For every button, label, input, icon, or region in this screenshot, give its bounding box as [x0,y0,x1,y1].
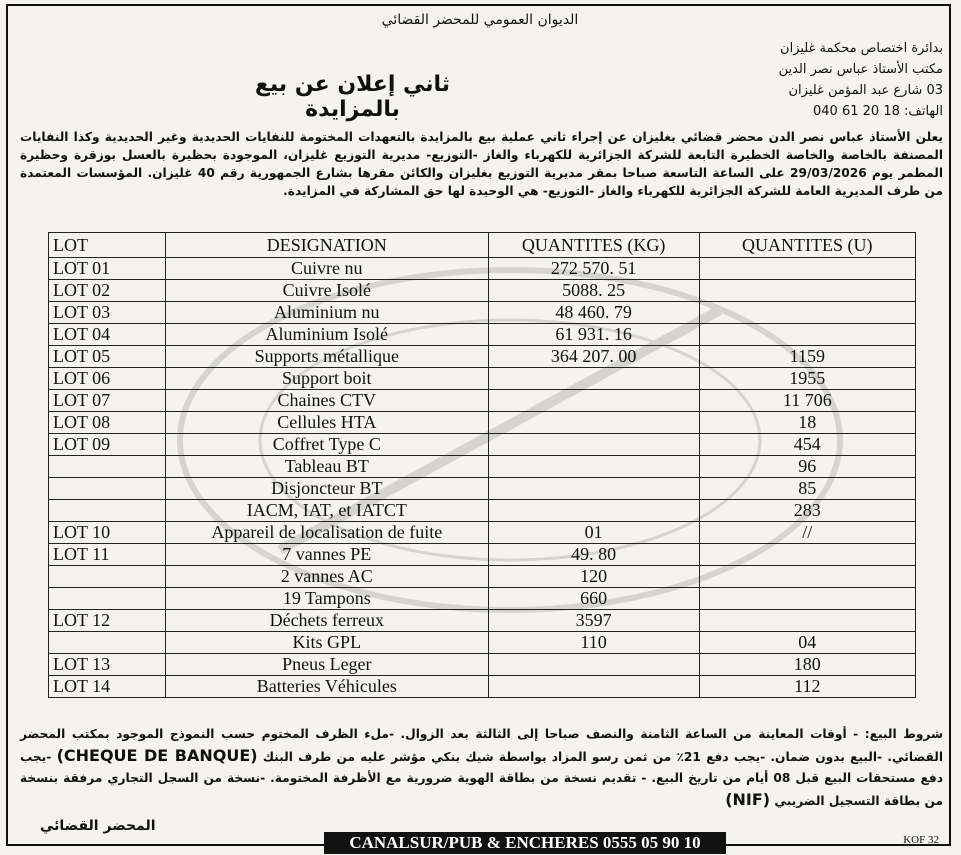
table-row [49,676,916,698]
cell-lot: LOT 08 [49,412,166,434]
cell-lot: LOT 06 [49,368,166,390]
cell-designation: Disjoncteur BT [166,478,489,500]
cell-quantity-kg: 3597 [488,610,699,632]
cell-lot: LOT 10 [49,522,166,544]
cell-quantity-kg: 5088. 25 [488,280,699,302]
office-phone: الهاتف: 18 20 61 040 [812,104,943,119]
cell-quantity-kg [488,478,699,500]
sale-conditions [20,724,943,812]
table-row [49,302,916,324]
court-jurisdiction: بدائرة اختصاص محكمة غليزان [780,41,943,56]
cell-quantity-units: 85 [699,478,915,500]
cell-designation: Cuivre Isolé [166,280,489,302]
cell-designation: Aluminium Isolé [166,324,489,346]
cell-quantity-units: 1159 [699,346,915,368]
col-header-lot: LOT [49,233,166,258]
cell-designation: Coffret Type C [166,434,489,456]
cell-quantity-units [699,280,915,302]
cell-designation: Chaines CTV [166,390,489,412]
cell-lot [49,588,166,610]
cell-designation: Aluminium nu [166,302,489,324]
table-row [49,478,916,500]
cell-lot: LOT 11 [49,544,166,566]
cell-quantity-kg: 61 931. 16 [488,324,699,346]
cell-quantity-units [699,544,915,566]
conditions-part2: -يجب دفع مستحقات البيع قبل 08 أيام من تاريخ البيع. - تقديم نسخة من بطاقة الهوية ضرورية مع الأظرفة المختومة. -نسخة من السجل التجاري مرفقة بنسخة من بطاقة التسجيل الضريبي [20,750,944,808]
footer-advertiser-bar: CANALSUR/PUB & ENCHERES 0555 05 90 10 [324,832,726,854]
bailiff-signature: المحضر القضائي [40,818,156,834]
table-row [49,632,916,654]
col-header-designation: DESIGNATION [166,233,489,258]
cell-lot [49,478,166,500]
cell-lot [49,566,166,588]
cell-quantity-kg [488,676,699,698]
cell-quantity-units: 180 [699,654,915,676]
table-row [49,346,916,368]
cell-designation: Supports métallique [166,346,489,368]
cell-designation: 2 vannes AC [166,566,489,588]
cell-lot: LOT 07 [49,390,166,412]
cell-lot: LOT 03 [49,302,166,324]
cell-designation: 19 Tampons [166,588,489,610]
cell-quantity-kg [488,456,699,478]
cell-quantity-kg: 120 [488,566,699,588]
cell-lot: LOT 12 [49,610,166,632]
cell-lot: LOT 01 [49,258,166,280]
cell-quantity-units: 112 [699,676,915,698]
cell-quantity-units: 1955 [699,368,915,390]
page-top-title: الديوان العمومي للمحضر القضائي [381,12,579,28]
cell-quantity-units: 04 [699,632,915,654]
cell-lot: LOT 02 [49,280,166,302]
table-row [49,258,916,280]
cell-lot: LOT 05 [49,346,166,368]
cell-lot: LOT 14 [49,676,166,698]
cell-quantity-units: 454 [699,434,915,456]
cell-quantity-units: 18 [699,412,915,434]
cell-quantity-units [699,258,915,280]
cell-quantity-kg: 364 207. 00 [488,346,699,368]
cell-quantity-kg [488,368,699,390]
table-header-row [49,233,916,258]
cell-designation: Kits GPL [166,632,489,654]
table-row [49,588,916,610]
table-row [49,500,916,522]
cell-quantity-kg [488,434,699,456]
cell-quantity-kg [488,654,699,676]
cell-designation: Cellules HTA [166,412,489,434]
cell-designation: Batteries Véhicules [166,676,489,698]
cell-lot [49,632,166,654]
announcement-body: يعلن الأستاذ عباس نصر الدن محضر قضائي بغليزان عن إجراء ثاني عملية بيع بالمزايدة بالتعهدات المختومة للنفايات الحديدية وغير الحديدية وكذا النفايات المصنفة بالخاصة والخاصة الخطيرة التابعة للشركة الجزائرية للكهرباء والغاز -التوزيع- مديرية التوزيع غليزان، الموجودة بحظيرة بالعسل بوزقرة وحظيرة المطمر يوم 29/03/2026 على الساعة التاسعة صباحا بمقر مديرية التوزيع بغليزان والكائن مقرها بشارع الجمهورية رقم 40 غليزان. المؤسسات المعتمدة من طرف المديرية العامة للشركة الجزائرية للكهرباء والغاز -التوزيع- هي الوحيدة لها حق المشاركة في المزايدة. [20,130,944,198]
cell-quantity-units: // [699,522,915,544]
cell-quantity-kg: 272 570. 51 [488,258,699,280]
cell-quantity-kg: 660 [488,588,699,610]
footer-reference: KOF 32 [903,834,939,846]
announcement-headline: ثاني إعلان عن بيع بالمزايدة [254,72,451,122]
cell-quantity-kg: 01 [488,522,699,544]
cell-lot: LOT 04 [49,324,166,346]
table-row [49,456,916,478]
cell-designation: IACM, IAT, et IATCT [166,500,489,522]
office-address-block [683,38,943,122]
table-row [49,280,916,302]
cell-quantity-units: 96 [699,456,915,478]
col-header-quantity-units: QUANTITES (U) [699,233,915,258]
table-row [49,390,916,412]
table-row [49,654,916,676]
cell-quantity-units: 11 706 [699,390,915,412]
table-row [49,412,916,434]
cell-quantity-kg: 49. 80 [488,544,699,566]
cell-designation: 7 vannes PE [166,544,489,566]
cell-quantity-kg: 48 460. 79 [488,302,699,324]
cell-quantity-units: 283 [699,500,915,522]
cell-lot [49,500,166,522]
cell-designation: Déchets ferreux [166,610,489,632]
nif-note: (NIF) [725,790,771,809]
cell-quantity-kg [488,500,699,522]
table-row [49,434,916,456]
table-row [49,522,916,544]
cell-lot: LOT 09 [49,434,166,456]
table-row [49,324,916,346]
cell-designation: Tableau BT [166,456,489,478]
cell-quantity-kg [488,390,699,412]
cell-quantity-units [699,302,915,324]
col-header-quantity-kg: QUANTITES (KG) [488,233,699,258]
table-row [49,368,916,390]
cell-quantity-kg [488,412,699,434]
cell-lot: LOT 13 [49,654,166,676]
table-row [49,544,916,566]
cell-quantity-units [699,588,915,610]
cell-quantity-units [699,610,915,632]
cell-lot [49,456,166,478]
cheque-note: (CHEQUE DE BANQUE) [56,746,258,765]
table-row [49,566,916,588]
lots-table [48,232,916,698]
cell-quantity-kg: 110 [488,632,699,654]
office-address: 03 شارع عبد المؤمن غليزان [788,83,943,98]
cell-designation: Support boit [166,368,489,390]
cell-designation: Cuivre nu [166,258,489,280]
cell-designation: Pneus Leger [166,654,489,676]
table-row [49,610,916,632]
cell-designation: Appareil de localisation de fuite [166,522,489,544]
conditions-part1: شروط البيع: - أوقات المعاينة من الساعة الثامنة والنصف صباحا إلى الثالثة بعد الزوال. -ملء الظرف المختوم حسب النموذج الموجود بمكتب المحضر القضائي. -البيع بدون ضمان. -يجب دفع 21٪ من ثمن رسو المزاد بواسطة شيك بنكي مؤشر عليه من طرف البنك [20,727,943,764]
office-name: مكتب الأستاذ عباس نصر الدين [778,62,943,77]
cell-quantity-units [699,324,915,346]
cell-quantity-units [699,566,915,588]
